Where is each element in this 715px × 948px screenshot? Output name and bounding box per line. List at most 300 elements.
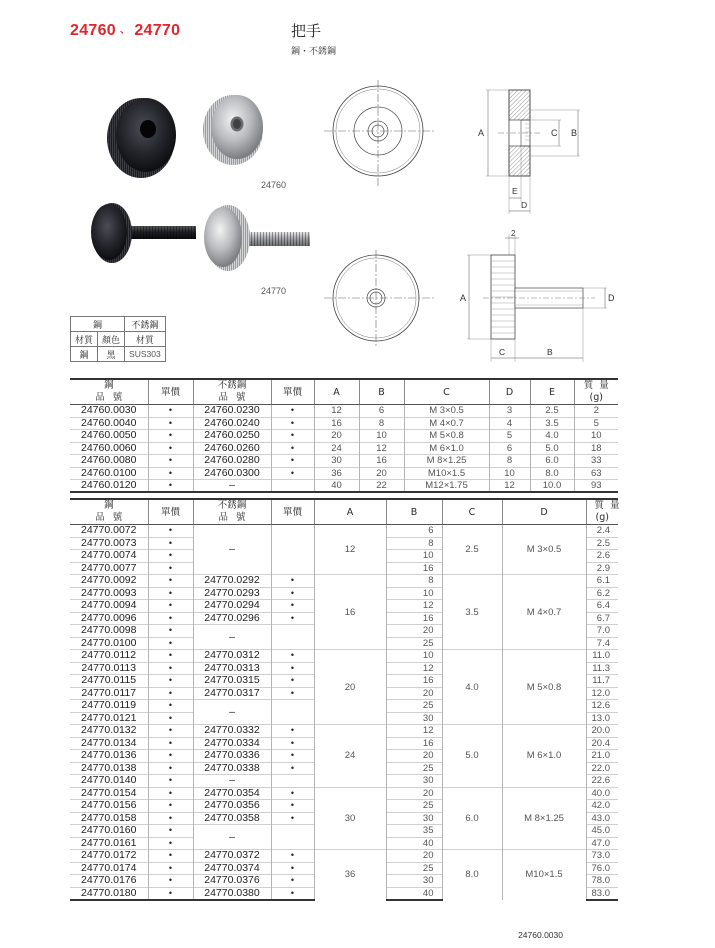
stainless-part-no: 24770.0372 (193, 850, 271, 863)
figure-label-24760: 24760 (261, 180, 287, 190)
weight: 42.0 (586, 800, 618, 813)
dim-e: 5.0 (530, 442, 574, 455)
steel-part-no: 24760.0040 (70, 417, 148, 430)
dim-b: 20 (386, 850, 442, 863)
steel-part-no: 24770.0160 (70, 825, 148, 838)
weight: 7.4 (586, 637, 618, 650)
dim-label-c: C (551, 128, 558, 138)
dim-d: 6 (489, 442, 530, 455)
dim-a: 24 (314, 442, 359, 455)
price-marker-2 (271, 625, 314, 650)
drawing-front-view-24770 (320, 248, 440, 352)
weight: 7.0 (586, 625, 618, 638)
dim-b: 12 (386, 725, 442, 738)
steel-part-no: 24760.0060 (70, 442, 148, 455)
weight: 11.0 (586, 650, 618, 663)
col-c: C (442, 499, 502, 525)
price-marker: • (148, 700, 193, 713)
footer-code: 24760.0030 (518, 930, 563, 940)
steel-part-no: 24760.0030 (70, 405, 148, 418)
dim-c-group: 8.0 (442, 850, 502, 900)
weight: 76.0 (586, 862, 618, 875)
price-marker: • (148, 712, 193, 725)
dim-label-b: B (571, 128, 578, 138)
weight: 78.0 (586, 875, 618, 888)
dim-label-c: C (499, 347, 506, 357)
table-row (70, 405, 618, 418)
dim-label-d: D (521, 200, 528, 210)
stainless-part-no: – (193, 480, 271, 493)
steel-part-no: 24770.0176 (70, 875, 148, 888)
stainless-part-no: 24760.0260 (193, 442, 271, 455)
dim-c: M12×1.75 (404, 480, 489, 493)
weight: 12.6 (586, 700, 618, 713)
price-marker: • (148, 800, 193, 813)
dim-c-group: 6.0 (442, 787, 502, 850)
stainless-part-no: 24760.0250 (193, 430, 271, 443)
price-marker-2: • (271, 737, 314, 750)
price-marker-2: • (271, 600, 314, 613)
price-marker: • (148, 862, 193, 875)
price-marker: • (148, 625, 193, 638)
steel-part-no: 24770.0115 (70, 675, 148, 688)
stainless-not-available: – (193, 625, 271, 650)
table-row (70, 525, 618, 538)
price-marker-2: • (271, 750, 314, 763)
price-marker: • (148, 442, 193, 455)
weight: 47.0 (586, 837, 618, 850)
table-row (70, 442, 618, 455)
dim-e: 10.0 (530, 480, 574, 493)
dim-e: 4.0 (530, 430, 574, 443)
stainless-not-available: – (193, 775, 271, 788)
dim-b: 16 (386, 612, 442, 625)
weight: 12.0 (586, 687, 618, 700)
dim-b: 10 (386, 587, 442, 600)
table-row (70, 787, 618, 800)
stainless-part-no: 24770.0338 (193, 762, 271, 775)
col-a: A (314, 499, 386, 525)
price-marker: • (148, 525, 193, 538)
weight: 2.5 (586, 537, 618, 550)
dim-d: 4 (489, 417, 530, 430)
col-d: D (489, 379, 530, 405)
price-marker-2: • (271, 575, 314, 588)
stainless-part-no: 24770.0332 (193, 725, 271, 738)
dim-b: 25 (386, 637, 442, 650)
dim-c: M 8×1.25 (404, 455, 489, 468)
weight: 43.0 (586, 812, 618, 825)
steel-part-no: 24770.0156 (70, 800, 148, 813)
stainless-part-no: 24770.0334 (193, 737, 271, 750)
steel-part-no: 24770.0161 (70, 837, 148, 850)
price-marker: • (148, 837, 193, 850)
price-marker: • (148, 875, 193, 888)
dim-b: 20 (386, 750, 442, 763)
col-c: C (404, 379, 489, 405)
weight: 6.7 (586, 612, 618, 625)
dim-label-a: A (460, 293, 467, 303)
stainless-part-no: 24760.0300 (193, 467, 271, 480)
weight: 20.4 (586, 737, 618, 750)
dim-b: 20 (386, 625, 442, 638)
dim-d: 8 (489, 455, 530, 468)
stainless-part-no: 24770.0376 (193, 875, 271, 888)
dim-d-group: M 3×0.5 (502, 525, 586, 575)
steel-screw-knob-24770-photo (204, 205, 310, 271)
price-marker: • (148, 587, 193, 600)
table-row (70, 455, 618, 468)
price-marker: • (148, 467, 193, 480)
steel-part-no: 24770.0140 (70, 775, 148, 788)
dim-d-group: M 4×0.7 (502, 575, 586, 650)
weight: 11.3 (586, 662, 618, 675)
col-price-2: 單價 (271, 379, 314, 405)
dim-a-group: 30 (314, 787, 386, 850)
steel-part-no: 24770.0174 (70, 862, 148, 875)
stainless-part-no: 24770.0312 (193, 650, 271, 663)
price-marker-2: • (271, 662, 314, 675)
dim-b: 30 (386, 775, 442, 788)
spec-table-24770 (70, 498, 626, 901)
stainless-part-no: 24760.0240 (193, 417, 271, 430)
dim-d: 10 (489, 467, 530, 480)
price-marker: • (148, 550, 193, 563)
page-title: 把手 (291, 22, 322, 40)
price-marker-2: • (271, 455, 314, 468)
weight: 83.0 (586, 887, 618, 900)
price-marker: • (148, 575, 193, 588)
steel-part-no: 24770.0158 (70, 812, 148, 825)
price-marker: • (148, 417, 193, 430)
weight: 6.4 (586, 600, 618, 613)
table-row (70, 725, 618, 738)
stainless-part-no: 24770.0317 (193, 687, 271, 700)
price-marker: • (148, 812, 193, 825)
color-label: 顏色 (98, 332, 125, 347)
dim-b: 8 (386, 575, 442, 588)
dim-label-b: B (547, 347, 553, 357)
stainless-part-no: 24770.0374 (193, 862, 271, 875)
price-marker-2 (271, 700, 314, 725)
dim-d: 3 (489, 405, 530, 418)
steel-part-no: 24770.0113 (70, 662, 148, 675)
dim-b: 20 (386, 787, 442, 800)
dim-a-group: 12 (314, 525, 386, 575)
stainless-part-no: 24770.0315 (193, 675, 271, 688)
black-knob-24760-photo (107, 98, 176, 178)
price-marker: • (148, 787, 193, 800)
weight: 45.0 (586, 825, 618, 838)
material-label: 材質 (71, 332, 98, 347)
weight: 2.6 (586, 550, 618, 563)
price-marker-2: • (271, 725, 314, 738)
steel-part-no: 24770.0117 (70, 687, 148, 700)
stainless-part-no: 24770.0292 (193, 575, 271, 588)
col-price: 單價 (148, 379, 193, 405)
price-marker: • (148, 737, 193, 750)
dim-b: 10 (359, 430, 404, 443)
material-steel: 鋼 (71, 317, 125, 332)
col-d: D (502, 499, 586, 525)
steel-part-no: 24760.0080 (70, 455, 148, 468)
steel-part-no: 24770.0154 (70, 787, 148, 800)
price-marker: • (148, 562, 193, 575)
steel-part-no: 24770.0138 (70, 762, 148, 775)
weight: 63 (574, 467, 618, 480)
steel-part-no: 24770.0134 (70, 737, 148, 750)
price-marker-2: • (271, 650, 314, 663)
dim-label-d: D (608, 293, 615, 303)
weight: 18 (574, 442, 618, 455)
dim-b: 40 (386, 887, 442, 900)
dim-c-group: 2.5 (442, 525, 502, 575)
weight: 22.6 (586, 775, 618, 788)
dim-d-group: M10×1.5 (502, 850, 586, 900)
dim-c: M 6×1.0 (404, 442, 489, 455)
weight: 73.0 (586, 850, 618, 863)
steel-part-no: 24760.0050 (70, 430, 148, 443)
price-marker-2: • (271, 787, 314, 800)
material-table (70, 316, 166, 362)
steel-part-no: 24770.0180 (70, 887, 148, 900)
drawing-side-view-24760 (468, 76, 588, 218)
dim-a: 12 (314, 405, 359, 418)
dim-c-group: 4.0 (442, 650, 502, 725)
price-marker: • (148, 850, 193, 863)
dim-b: 6 (386, 525, 442, 538)
weight: 33 (574, 455, 618, 468)
stainless-part-no: 24760.0230 (193, 405, 271, 418)
weight: 20.0 (586, 725, 618, 738)
weight: 21.0 (586, 750, 618, 763)
table-row (70, 430, 618, 443)
dim-b: 16 (386, 675, 442, 688)
material-label-2: 材質 (125, 332, 166, 347)
dim-a: 20 (314, 430, 359, 443)
drawing-side-view-24770 (455, 228, 625, 366)
price-marker-2: • (271, 442, 314, 455)
table-row (70, 850, 618, 863)
weight: 2 (574, 405, 618, 418)
price-marker: • (148, 750, 193, 763)
dim-a-group: 16 (314, 575, 386, 650)
price-marker-2: • (271, 417, 314, 430)
steel-part-no: 24770.0112 (70, 650, 148, 663)
price-marker-2: • (271, 812, 314, 825)
dim-a: 36 (314, 467, 359, 480)
steel-part-no: 24770.0098 (70, 625, 148, 638)
dim-d: 12 (489, 480, 530, 493)
dim-b: 25 (386, 700, 442, 713)
dim-b: 20 (359, 467, 404, 480)
dim-c-group: 3.5 (442, 575, 502, 650)
dim-a: 16 (314, 417, 359, 430)
price-marker-2: • (271, 405, 314, 418)
col-steel-part-no: 鋼 品號 (70, 499, 148, 525)
dim-label-2: 2 (511, 229, 516, 238)
price-marker: • (148, 887, 193, 900)
black-screw-knob-24770-photo (91, 203, 196, 263)
stainless-part-no: 24770.0380 (193, 887, 271, 900)
price-marker-2 (271, 825, 314, 850)
steel-part-no: 24770.0100 (70, 637, 148, 650)
steel-part-no: 24770.0119 (70, 700, 148, 713)
dim-b: 20 (386, 687, 442, 700)
steel-knob-24760-photo (203, 95, 263, 165)
stainless-part-no: 24770.0296 (193, 612, 271, 625)
weight: 6.1 (586, 575, 618, 588)
weight: 10 (574, 430, 618, 443)
stainless-part-no: 24770.0336 (193, 750, 271, 763)
col-price-2: 單價 (271, 499, 314, 525)
dim-a: 40 (314, 480, 359, 493)
dim-a-group: 20 (314, 650, 386, 725)
dim-c: M10×1.5 (404, 467, 489, 480)
dim-b: 30 (386, 712, 442, 725)
table-row (70, 480, 618, 493)
price-marker-2: • (271, 587, 314, 600)
dim-b: 10 (386, 650, 442, 663)
price-marker: • (148, 537, 193, 550)
dim-b: 25 (386, 862, 442, 875)
weight: 11.7 (586, 675, 618, 688)
price-marker-2: • (271, 800, 314, 813)
col-a: A (314, 379, 359, 405)
dim-b: 16 (359, 455, 404, 468)
price-marker: • (148, 775, 193, 788)
price-marker-2: • (271, 687, 314, 700)
steel-part-no: 24770.0073 (70, 537, 148, 550)
price-marker-2: • (271, 887, 314, 900)
steel-part-no: 24770.0074 (70, 550, 148, 563)
dim-b: 25 (386, 762, 442, 775)
material-stainless: 不銹鋼 (125, 317, 166, 332)
table-row (70, 467, 618, 480)
table-row (70, 650, 618, 663)
color-value: 黑 (98, 347, 125, 362)
dim-e: 2.5 (530, 405, 574, 418)
steel-part-no: 24770.0136 (70, 750, 148, 763)
steel-part-no: 24770.0093 (70, 587, 148, 600)
col-e: E (530, 379, 574, 405)
price-marker: • (148, 687, 193, 700)
price-marker-2: • (271, 850, 314, 863)
stainless-part-no: 24770.0294 (193, 600, 271, 613)
material-value: 鋼 (71, 347, 98, 362)
steel-part-no: 24770.0094 (70, 600, 148, 613)
product-code-separator: 、 (120, 25, 131, 36)
steel-part-no: 24770.0132 (70, 725, 148, 738)
dim-b: 6 (359, 405, 404, 418)
steel-part-no: 24760.0120 (70, 480, 148, 493)
price-marker-2: • (271, 467, 314, 480)
price-marker-2 (271, 480, 314, 493)
price-marker: • (148, 405, 193, 418)
dim-a-group: 36 (314, 850, 386, 900)
steel-part-no: 24770.0072 (70, 525, 148, 538)
steel-part-no: 24770.0077 (70, 562, 148, 575)
dim-d: 5 (489, 430, 530, 443)
dim-b: 12 (386, 600, 442, 613)
steel-part-no: 24770.0172 (70, 850, 148, 863)
price-marker-2: • (271, 762, 314, 775)
product-code-b: 24770 (134, 22, 181, 39)
page-subtitle: 鋼・不銹鋼 (291, 47, 337, 57)
figure-label-24770: 24770 (261, 286, 287, 296)
stainless-part-no: 24770.0293 (193, 587, 271, 600)
col-steel-part-no: 鋼 品號 (70, 379, 148, 405)
table-row (70, 417, 618, 430)
price-marker-2: • (271, 862, 314, 875)
dim-b: 40 (386, 837, 442, 850)
weight: 2.9 (586, 562, 618, 575)
price-marker: • (148, 455, 193, 468)
dim-b: 8 (386, 537, 442, 550)
dim-d-group: M 6×1.0 (502, 725, 586, 788)
stainless-not-available: – (193, 825, 271, 850)
col-b: B (359, 379, 404, 405)
steel-part-no: 24760.0100 (70, 467, 148, 480)
dim-e: 8.0 (530, 467, 574, 480)
dim-b: 16 (386, 562, 442, 575)
price-marker: • (148, 612, 193, 625)
stainless-part-no: 24770.0356 (193, 800, 271, 813)
dim-b: 12 (386, 662, 442, 675)
weight: 6.2 (586, 587, 618, 600)
price-marker: • (148, 725, 193, 738)
dim-label-a: A (478, 128, 485, 138)
dim-b: 12 (359, 442, 404, 455)
price-marker-2: • (271, 675, 314, 688)
dim-e: 3.5 (530, 417, 574, 430)
table-row (70, 575, 618, 588)
price-marker: • (148, 762, 193, 775)
price-marker: • (148, 600, 193, 613)
price-marker-2 (271, 775, 314, 788)
product-code-a: 24760 (70, 22, 116, 39)
dim-b: 22 (359, 480, 404, 493)
stainless-grade-value: SUS303 (125, 347, 166, 362)
price-marker: • (148, 662, 193, 675)
steel-part-no: 24770.0121 (70, 712, 148, 725)
dim-a-group: 24 (314, 725, 386, 788)
weight: 93 (574, 480, 618, 493)
dim-c: M 5×0.8 (404, 430, 489, 443)
price-marker: • (148, 650, 193, 663)
price-marker: • (148, 480, 193, 493)
dim-e: 6.0 (530, 455, 574, 468)
col-weight: 質量 (g) (586, 499, 618, 525)
steel-part-no: 24770.0092 (70, 575, 148, 588)
price-marker: • (148, 430, 193, 443)
weight: 22.0 (586, 762, 618, 775)
stainless-part-no: 24760.0280 (193, 455, 271, 468)
stainless-part-no: 24770.0358 (193, 812, 271, 825)
dim-a: 30 (314, 455, 359, 468)
col-price: 單價 (148, 499, 193, 525)
price-marker-2 (271, 525, 314, 575)
col-stainless-part-no: 不銹鋼 品號 (193, 379, 271, 405)
stainless-part-no: 24770.0313 (193, 662, 271, 675)
dim-c: M 4×0.7 (404, 417, 489, 430)
spec-table-24760 (70, 378, 618, 493)
dim-d-group: M 5×0.8 (502, 650, 586, 725)
drawing-front-view-24760 (320, 78, 440, 190)
price-marker-2: • (271, 430, 314, 443)
col-b: B (386, 499, 442, 525)
price-marker: • (148, 637, 193, 650)
